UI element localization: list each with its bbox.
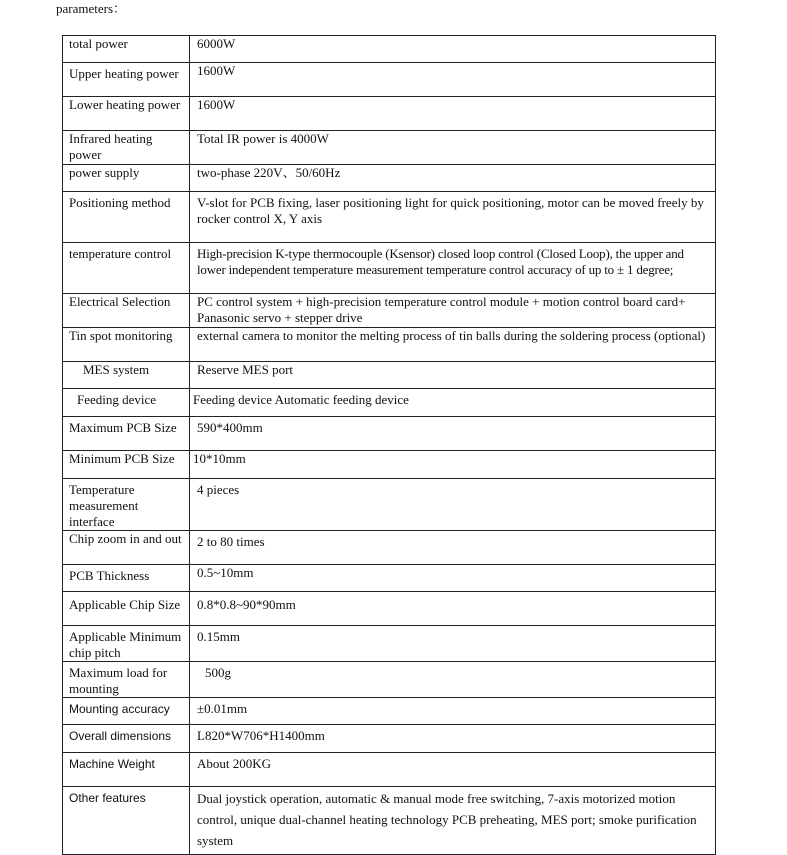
table-row xyxy=(63,626,716,662)
param-label: Overall dimensions xyxy=(63,725,190,753)
param-value: Dual joystick operation, automatic & manual mode free switching, 7-axis motorized motion control, unique dual-channel heating technology PCB preheating, MES port; smoke purification system xyxy=(190,787,716,855)
param-value: 590*400mm xyxy=(190,417,716,451)
param-value: 500g xyxy=(190,662,716,698)
param-label: Feeding device xyxy=(63,389,190,417)
param-value: 2 to 80 times xyxy=(190,531,716,565)
param-label: total power xyxy=(63,36,190,63)
table-row xyxy=(63,362,716,389)
param-label: Mounting accuracy xyxy=(63,698,190,725)
param-label: temperature control xyxy=(63,243,190,294)
param-value: Feeding device Automatic feeding device xyxy=(190,389,716,417)
table-row xyxy=(63,417,716,451)
table-row xyxy=(63,389,716,417)
table-row xyxy=(63,451,716,479)
parameters-heading: parameters： xyxy=(56,1,127,16)
param-value: High-precision K-type thermocouple (Ksensor) closed loop control (Closed Loop), the upper and lower independent temperature measurement temperature control accuracy of up to ± 1 degree; xyxy=(190,243,716,294)
param-value: 0.15mm xyxy=(190,626,716,662)
param-label: Infrared heating power xyxy=(63,131,190,165)
table-row xyxy=(63,479,716,531)
table-row xyxy=(63,63,716,97)
param-value: 1600W xyxy=(190,97,716,131)
table-row xyxy=(63,662,716,698)
param-label: MES system xyxy=(63,362,190,389)
param-value: Reserve MES port xyxy=(190,362,716,389)
param-value: About 200KG xyxy=(190,753,716,787)
param-value: 4 pieces xyxy=(190,479,716,531)
table-row xyxy=(63,725,716,753)
table-row xyxy=(63,131,716,165)
param-label: power supply xyxy=(63,165,190,192)
table-row xyxy=(63,36,716,63)
param-label: Lower heating power xyxy=(63,97,190,131)
table-row xyxy=(63,565,716,592)
param-label: Upper heating power xyxy=(63,63,190,97)
param-label: Applicable Minimum chip pitch xyxy=(63,626,190,662)
table-row xyxy=(63,592,716,626)
param-value: L820*W706*H1400mm xyxy=(190,725,716,753)
param-value: 0.8*0.8~90*90mm xyxy=(190,592,716,626)
param-label: Maximum PCB Size xyxy=(63,417,190,451)
param-value: 1600W xyxy=(190,63,716,97)
table-row xyxy=(63,328,716,362)
param-value: 6000W xyxy=(190,36,716,63)
table-row xyxy=(63,753,716,787)
param-value: PC control system + high-precision temperature control module + motion control board card+ Panasonic servo + stepper drive xyxy=(190,294,716,328)
param-label: Tin spot monitoring xyxy=(63,328,190,362)
param-value: two-phase 220V、50/60Hz xyxy=(190,165,716,192)
param-label: Maximum load for mounting xyxy=(63,662,190,698)
table-row xyxy=(63,192,716,243)
parameters-table xyxy=(62,35,716,855)
param-label: PCB Thickness xyxy=(63,565,190,592)
param-value: 0.5~10mm xyxy=(190,565,716,592)
param-value: ±0.01mm xyxy=(190,698,716,725)
param-label: Temperature measurement interface xyxy=(63,479,190,531)
param-label: Other features xyxy=(63,787,190,855)
param-label: Applicable Chip Size xyxy=(63,592,190,626)
param-label: Minimum PCB Size xyxy=(63,451,190,479)
param-label: Positioning method xyxy=(63,192,190,243)
param-value: external camera to monitor the melting process of tin balls during the soldering process (optional) xyxy=(190,328,716,362)
param-value: Total IR power is 4000W xyxy=(190,131,716,165)
param-label: Machine Weight xyxy=(63,753,190,787)
table-row xyxy=(63,787,716,855)
table-row xyxy=(63,97,716,131)
table-row xyxy=(63,698,716,725)
table-row xyxy=(63,165,716,192)
table-row xyxy=(63,294,716,328)
table-row xyxy=(63,531,716,565)
table-row xyxy=(63,243,716,294)
param-label: Electrical Selection xyxy=(63,294,190,328)
param-value: 10*10mm xyxy=(190,451,716,479)
param-label: Chip zoom in and out xyxy=(63,531,190,565)
param-value: V-slot for PCB fixing, laser positioning light for quick positioning, motor can be moved freely by rocker control X, Y axis xyxy=(190,192,716,243)
